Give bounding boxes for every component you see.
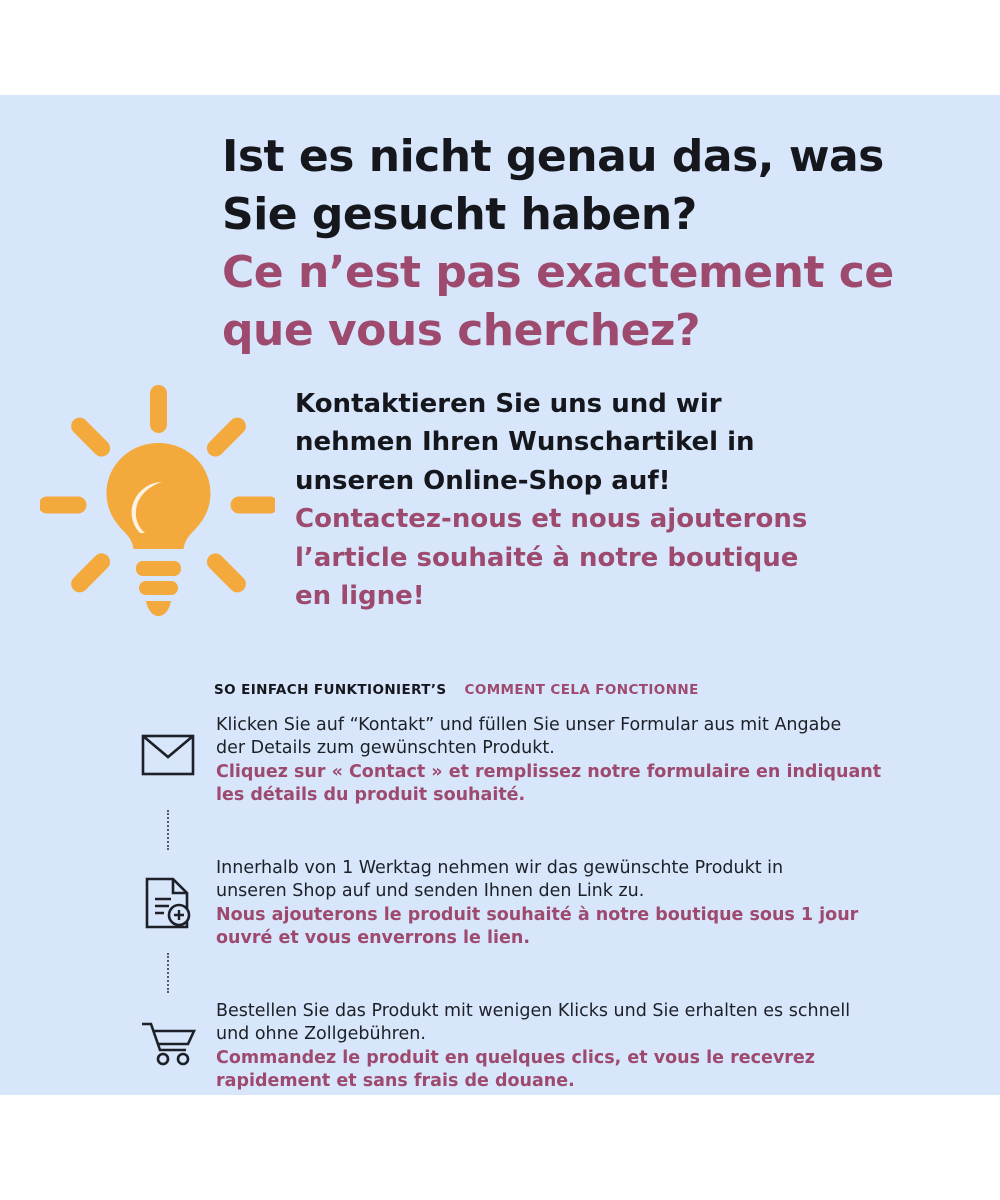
intro-fr-line1: Contactez-nous et nous ajouterons: [295, 504, 808, 535]
step-text: [216, 853, 940, 950]
step-text: [216, 996, 940, 1093]
step-text: [216, 710, 940, 807]
headline-fr-line1: Ce n’est pas exactement ce: [222, 247, 894, 299]
dotted-connector: [120, 810, 216, 850]
intro-de-line1: Kontaktieren Sie uns und wir: [295, 389, 722, 419]
step2-fr-line2: ouvré et vous enverrons le lien.: [216, 927, 530, 948]
step3-fr-line2: rapidement et sans frais de douane.: [216, 1070, 575, 1091]
steps-header-de: SO EINFACH FUNKTIONIERT’S: [214, 682, 447, 698]
step2-fr-line1: Nous ajouterons le produit souhaité à notre boutique sous 1 jour: [216, 904, 859, 925]
document-add-icon: [144, 877, 192, 929]
step1-fr-line2: les détails du produit souhaité.: [216, 784, 526, 805]
list-item: [120, 996, 940, 1093]
step-connector: [120, 950, 940, 996]
step3-fr-line1: Commandez le produit en quelques clics, et vous le recevrez: [216, 1047, 815, 1068]
steps-list: [120, 710, 940, 1093]
headline-fr-line2: que vous cherchez?: [222, 305, 701, 357]
list-item: [120, 710, 940, 807]
step1-de-line2: der Details zum gewünschten Produkt.: [216, 738, 555, 759]
step1-de-line1: Klicken Sie auf “Kontakt” und füllen Sie unser Formular aus mit Angabe: [216, 715, 842, 735]
step1-fr-line1: Cliquez sur « Contact » et remplissez notre formulaire en indiquant: [216, 761, 882, 782]
intro-de-line2: nehmen Ihren Wunschartikel in: [295, 427, 755, 458]
headline-block: [222, 128, 922, 360]
intro-block: [295, 385, 895, 616]
lightbulb-icon: [40, 385, 275, 630]
step-icon-slot: [120, 996, 216, 1066]
step2-de-line1: Innerhalb von 1 Werktag nehmen wir das gewünschte Produkt in: [216, 858, 784, 879]
headline-de-line1: Ist es nicht genau das, was: [222, 131, 884, 182]
dotted-connector: [120, 953, 216, 993]
step3-de-line1: Bestellen Sie das Produkt mit wenigen Klicks und Sie erhalten es schnell: [216, 1001, 851, 1022]
envelope-icon: [141, 734, 195, 776]
step-connector: [120, 807, 940, 853]
headline-de-line2: Sie gesucht haben?: [222, 189, 697, 241]
step-icon-slot: [120, 853, 216, 929]
step3-de-line2: und ohne Zollgebühren.: [216, 1024, 426, 1045]
shopping-cart-icon: [140, 1020, 196, 1066]
intro-fr-line3: en ligne!: [295, 581, 425, 612]
intro-fr-line2: l’article souhaité à notre boutique: [295, 542, 799, 573]
step2-de-line2: unseren Shop auf und senden Ihnen den Link zu.: [216, 881, 645, 902]
lightbulb-illustration: [40, 385, 275, 630]
steps-header-fr: COMMENT CELA FONCTIONNE: [464, 682, 699, 698]
list-item: [120, 853, 940, 950]
steps-header: [214, 682, 699, 698]
step-icon-slot: [120, 710, 216, 776]
intro-de-line3: unseren Online-Shop auf!: [295, 465, 671, 496]
